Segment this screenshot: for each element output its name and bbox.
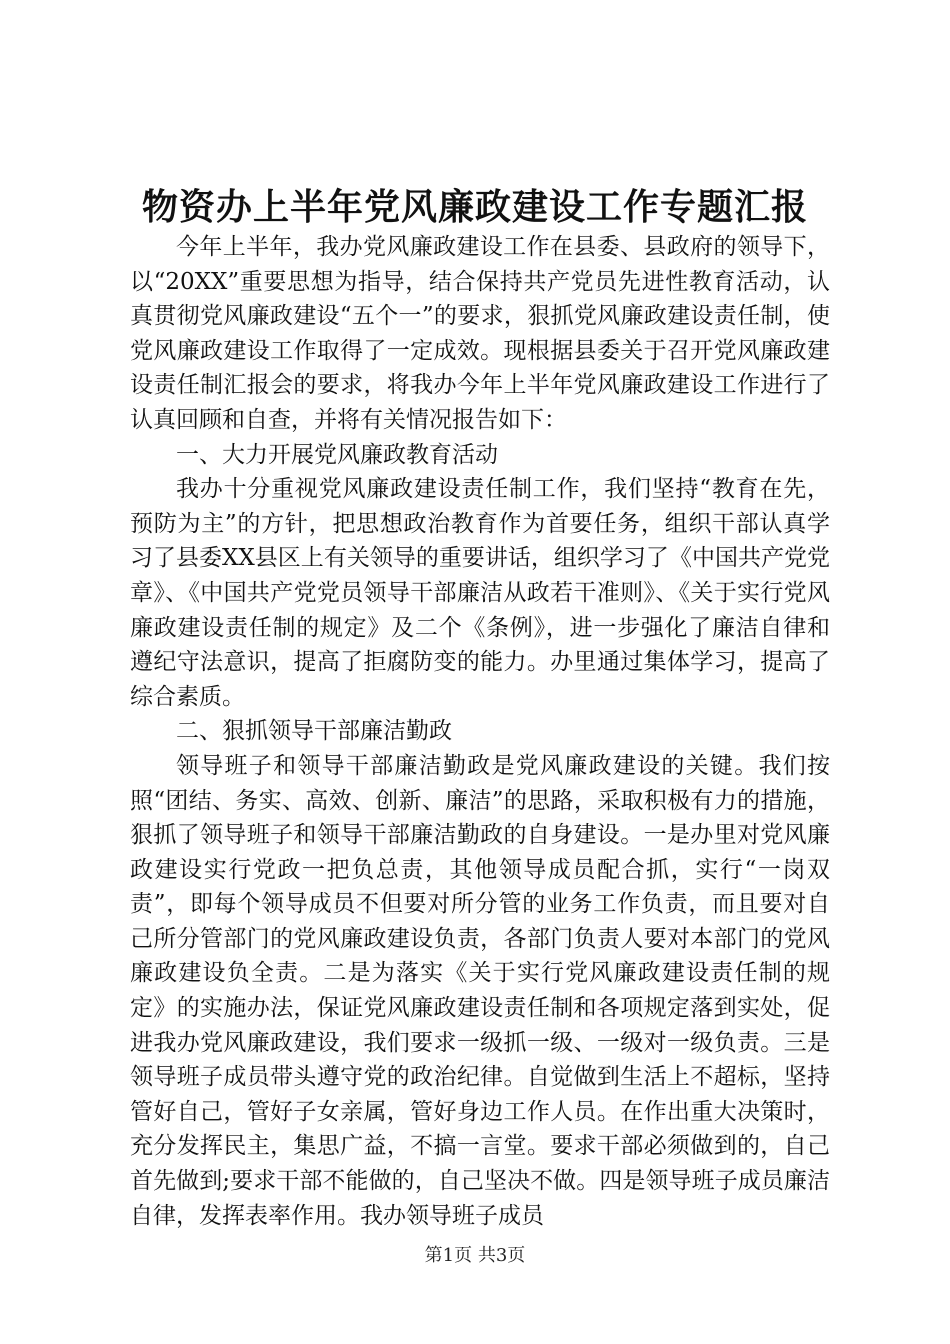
section-heading-2: 二、狠抓领导干部廉洁勤政 [176, 718, 452, 745]
intro-paragraph: 今年上半年，我办党风廉政建设工作在县委、县政府的领导下，以“20XX”重要思想为指导，结合保持共产党员先进性教育活动，认真贯彻党风廉政建设“五个一”的要求，狠抓党风廉政建设责任制，使党风廉政建设工作取得了一定成效。现根据县委关于召开党风廉政建设责任制汇报会的要求，将我办今年上半年党风廉政建设工作进行了认真回顾和自查，并将有关情况报告如下： [130, 234, 830, 433]
page-number-footer: 第1页 共3页 [424, 1245, 526, 1266]
section-paragraph-2: 领导班子和领导干部廉洁勤政是党风廉政建设的关键。我们按照“团结、务实、高效、创新、廉洁”的思路，采取积极有力的措施，狠抓了领导班子和领导干部廉洁勤政的自身建设。一是办里对党风廉政建设实行党政一把负总责，其他领导成员配合抓，实行“一岗双责”，即每个领导成员不但要对所分管的业务工作负责，而且要对自己所分管部门的党风廉政建设负责，各部门负责人要对本部门的党风廉政建设负全责。二是为落实《关于实行党风廉政建设责任制的规定》的实施办法，保证党风廉政建设责任制和各项规定落到实处，促进我办党风廉政建设，我们要求一级抓一级、一级对一级负责。三是领导班子成员带头遵守党的政治纪律。自觉做到生活上不超标，坚持管好自己，管好子女亲属，管好身边工作人员。在作出重大决策时，充分发挥民主，集思广益，不搞一言堂。要求干部必须做到的，自己首先做到;要求干部不能做的，自己坚决不做。四是领导班子成员廉洁自律，发挥表率作用。我办领导班子成员 [130, 752, 830, 1229]
section-heading-1: 一、大力开展党风廉政教育活动 [176, 441, 498, 468]
document-body [130, 230, 830, 1233]
section-paragraph-1: 我办十分重视党风廉政建设责任制工作，我们坚持“教育在先，预防为主”的方针，把思想政治教育作为首要任务，组织干部认真学习了县委XX县区上有关领导的重要讲话，组织学习了《中国共产党党章》、《中国共产党党员领导干部廉洁从政若干准则》、《关于实行党风廉政建设责任制的规定》及二个《条例》，进一步强化了廉洁自律和遵纪守法意识，提高了拒腐防变的能力。办里通过集体学习，提高了综合素质。 [130, 476, 830, 710]
document-title: 物资办上半年党风廉政建设工作专题汇报 [141, 186, 808, 228]
